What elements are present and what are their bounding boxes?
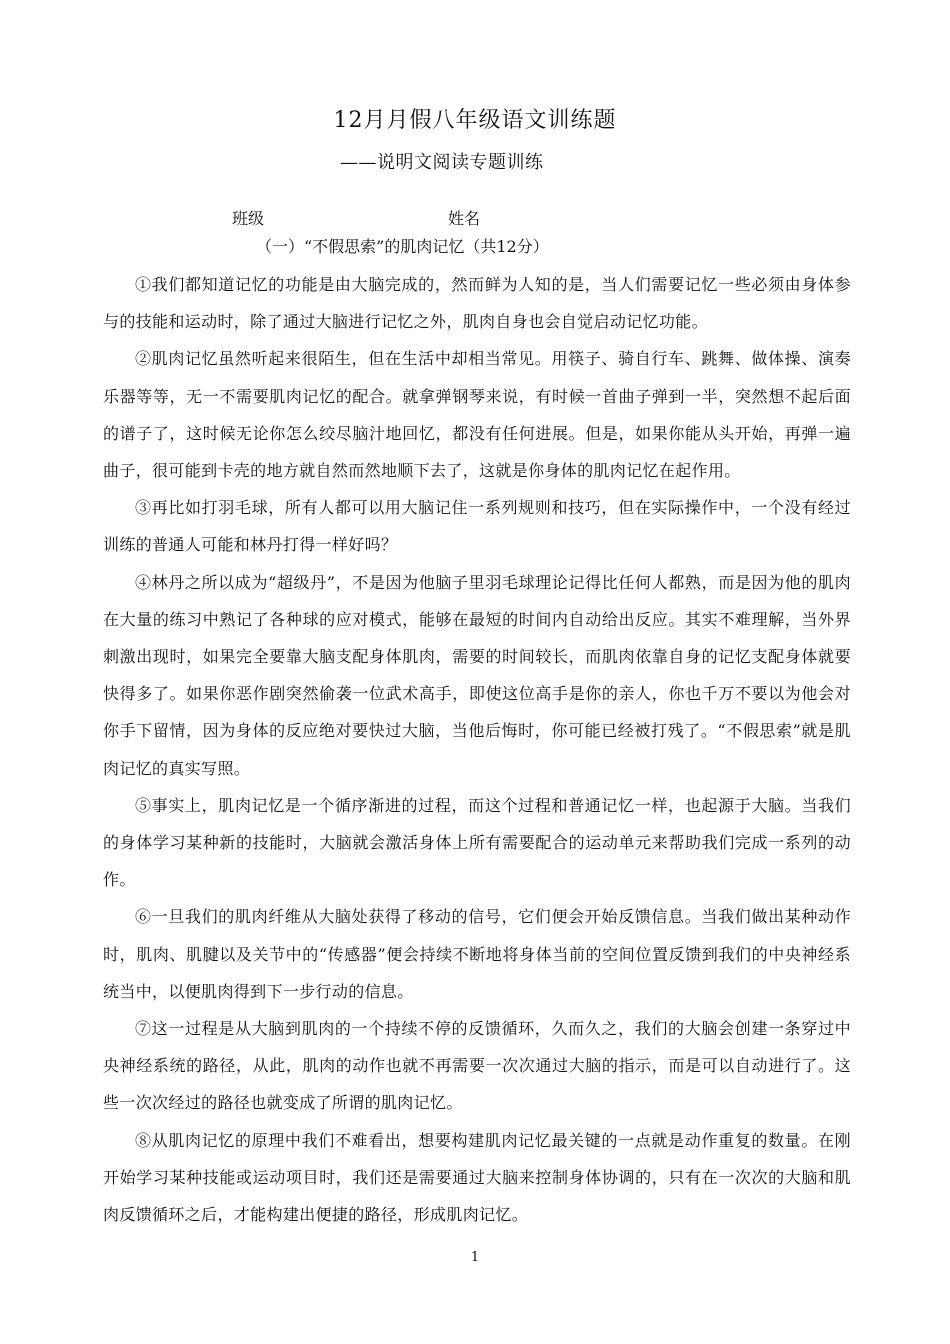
article-body bbox=[103, 266, 851, 1233]
paragraph-1: ①我们都知道记忆的功能是由大脑完成的，然而鲜为人知的是，当人们需要记忆一些必须由身体参与的技能和运动时，除了通过大脑进行记忆之外，肌肉自身也会自觉启动记忆功能。 bbox=[103, 275, 851, 332]
class-label: 班级 bbox=[232, 209, 265, 228]
page-number: 1 bbox=[470, 1250, 480, 1265]
name-label: 姓名 bbox=[448, 209, 481, 228]
paragraph-6: ⑥一旦我们的肌肉纤维从大脑处获得了移动的信号，它们便会开始反馈信息。当我们做出某种动作时，肌肉、肌腱以及关节中的“传感器”便会持续不断地将身体当前的空间位置反馈到我们的中央神经系统当中，以便肌肉得到下一步行动的信息。 bbox=[103, 907, 851, 1001]
section-heading: （一）“不假思索”的肌肉记忆（共12分） bbox=[256, 237, 549, 256]
document-title: 12月月假八年级语文训练题 bbox=[333, 108, 617, 133]
paragraph-4: ④林丹之所以成为“超级丹”，不是因为他脑子里羽毛球理论记得比任何人都熟，而是因为他的肌肉在大量的练习中熟记了各种球的应对模式，能够在最短的时间内自动给出反应。其实不难理解，当外界刺激出现时，如果完全要靠大脑支配身体肌肉，需要的时间较长，而肌肉依靠自身的记忆支配身体就要快得多了。如果你恶作剧突然偷袭一位武术高手，即使这位高手是你的亲人，你也千万不要以为他会对你手下留情，因为身体的反应绝对要快过大脑，当他后悔时，你可能已经被打残了。“不假思索”就是肌肉记忆的真实写照。 bbox=[103, 572, 851, 778]
paragraph-5: ⑤事实上，肌肉记忆是一个循序渐进的过程，而这个过程和普通记忆一样，也起源于大脑。当我们的身体学习某种新的技能时，大脑就会激活身体上所有需要配合的运动单元来帮助我们完成一系列的动作。 bbox=[103, 795, 851, 890]
paragraph-2: ②肌肉记忆虽然听起来很陌生，但在生活中却相当常见。用筷子、骑自行车、跳舞、做体操、演奏乐器等等，无一不需要肌肉记忆的配合。就拿弹钢琴来说，有时候一首曲子弹到一半，突然想不起后面的谱子了，这时候无论你怎么绞尽脑汁地回忆，都没有任何进展。但是，如果你能从头开始，再弹一遍曲子，很可能到卡壳的地方就自然而然地顺下去了，这就是你身体的肌肉记忆在起作用。 bbox=[103, 349, 851, 481]
paragraph-8: ⑧从肌肉记忆的原理中我们不难看出，想要构建肌肉记忆最关键的一点就是动作重复的数量。在刚开始学习某种技能或运动项目时，我们还是需要通过大脑来控制身体协调的，只有在一次次的大脑和肌肉反馈循环之后，才能构建出便捷的路径，形成肌肉记忆。 bbox=[103, 1130, 851, 1225]
document-subtitle: ——说明文阅读专题训练 bbox=[340, 152, 544, 173]
paragraph-7: ⑦这一过程是从大脑到肌肉的一个持续不停的反馈循环，久而久之，我们的大脑会创建一条穿过中央神经系统的路径，从此，肌肉的动作也就不再需要一次次通过大脑的指示，而是可以自动进行了。这些一次次经过的路径也就变成了所谓的肌肉记忆。 bbox=[103, 1019, 851, 1113]
paragraph-3: ③再比如打羽毛球，所有人都可以用大脑记住一系列规则和技巧，但在实际操作中，一个没有经过训练的普通人可能和林丹打得一样好吗？ bbox=[103, 498, 851, 555]
